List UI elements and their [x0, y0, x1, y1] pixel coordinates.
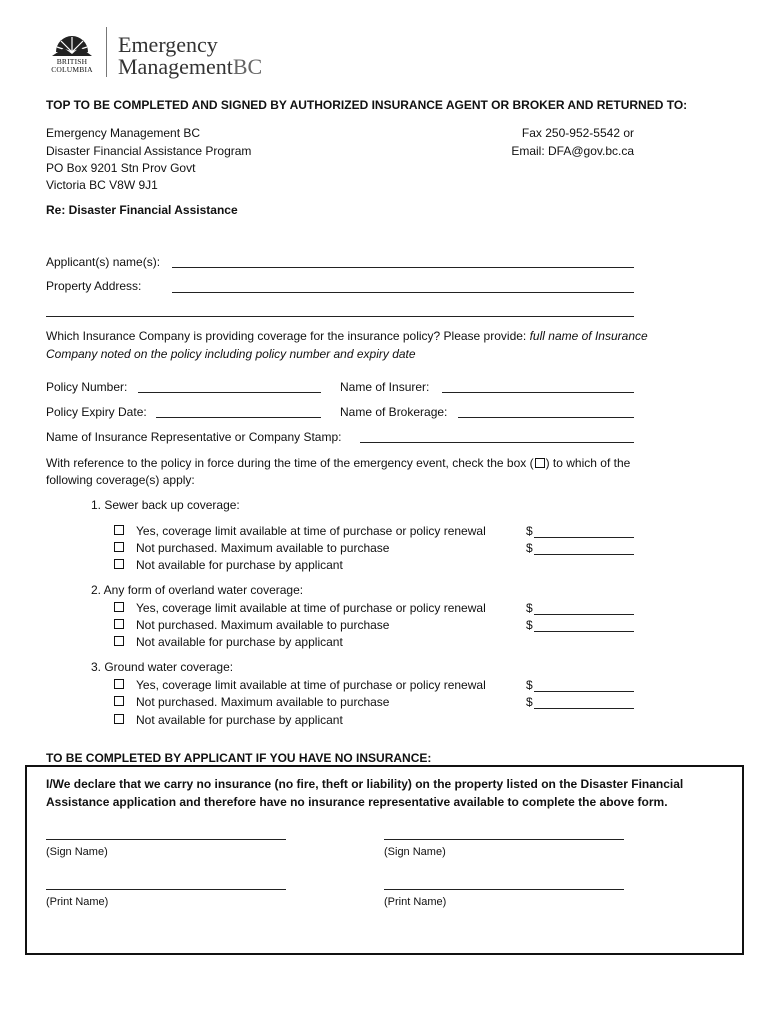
contact-email: Email: DFA@gov.bc.ca: [511, 144, 634, 158]
applicant-section-heading: TO BE COMPLETED BY APPLICANT IF YOU HAVE NO INSURANCE:: [46, 751, 432, 765]
coverage-1-yes-label: Yes, coverage limit available at time of purchase or policy renewal: [136, 524, 486, 538]
policy-number-label: Policy Number:: [46, 380, 128, 394]
coverage-3-not-purchased-amount-field[interactable]: [534, 708, 634, 709]
reference-text-after: ) to which of the: [545, 456, 631, 470]
coverage-3-yes-checkbox[interactable]: [114, 679, 124, 689]
dollar-sign: $: [526, 695, 533, 709]
print-name-field-right[interactable]: [384, 889, 624, 890]
coverage-1-not-available-checkbox[interactable]: [114, 559, 124, 569]
sign-name-field-right[interactable]: [384, 839, 624, 840]
province-line-1: BRITISH: [56, 57, 88, 66]
logo-title-line-2: [118, 54, 262, 80]
coverage-1-yes-amount-field[interactable]: [534, 537, 634, 538]
coverage-3-title: 3. Ground water coverage:: [91, 660, 234, 674]
dollar-sign: $: [526, 601, 533, 615]
insurance-question-line-2: Company noted on the policy including policy number and expiry date: [46, 347, 416, 361]
declaration-box: [25, 765, 744, 955]
address-line-4: Victoria BC V8W 9J1: [46, 178, 158, 192]
logo-title-management: Management: [118, 54, 233, 79]
insurer-name-label: Name of Insurer:: [340, 380, 430, 394]
instructions-heading: TOP TO BE COMPLETED AND SIGNED BY AUTHORIZED INSURANCE AGENT OR BROKER AND RETURNED TO:: [46, 98, 688, 112]
insurance-question-line-1: [46, 329, 648, 343]
sign-name-label-right: (Sign Name): [384, 846, 446, 858]
coverage-2-not-available-label: Not available for purchase by applicant: [136, 635, 343, 649]
property-address-field-line-2[interactable]: [46, 316, 634, 317]
coverage-1-yes-checkbox[interactable]: [114, 525, 124, 535]
brokerage-name-label: Name of Brokerage:: [340, 405, 448, 419]
coverage-3-not-purchased-label: Not purchased. Maximum available to purchase: [136, 695, 390, 709]
coverage-1-not-purchased-label: Not purchased. Maximum available to purchase: [136, 541, 390, 555]
insurer-name-field[interactable]: [442, 392, 634, 393]
fax-number: Fax 250-952-5542 or: [521, 126, 634, 140]
policy-expiry-field[interactable]: [156, 417, 321, 418]
policy-expiry-label: Policy Expiry Date:: [46, 405, 147, 419]
logo-title-line-1: Emergency: [118, 32, 218, 57]
logo-title-bc: BC: [232, 54, 263, 79]
insurance-question-italic-1: full name of Insurance: [529, 329, 648, 343]
coverage-2-yes-checkbox[interactable]: [114, 602, 124, 612]
print-name-field-left[interactable]: [46, 889, 286, 890]
coverage-2-not-purchased-checkbox[interactable]: [114, 619, 124, 629]
declaration-line-1: I/We declare that we carry no insurance (no fire, theft or liability) on the property listed on the Disaster Financial: [46, 777, 684, 791]
sign-name-field-left[interactable]: [46, 839, 286, 840]
brokerage-name-field[interactable]: [458, 417, 634, 418]
property-address-field[interactable]: [172, 292, 634, 293]
coverage-2-title: 2. Any form of overland water coverage:: [91, 583, 304, 597]
coverage-1-not-available-label: Not available for purchase by applicant: [136, 558, 343, 572]
province-line-2: COLUMBIA: [51, 65, 93, 74]
sign-name-label-left: (Sign Name): [46, 846, 108, 858]
coverage-2-yes-label: Yes, coverage limit available at time of purchase or policy renewal: [136, 601, 486, 615]
coverage-3-not-available-checkbox[interactable]: [114, 714, 124, 724]
coverage-1-title: 1. Sewer back up coverage:: [91, 498, 240, 512]
print-name-label-left: (Print Name): [46, 896, 109, 908]
dollar-sign: $: [526, 541, 533, 555]
reference-line-2: following coverage(s) apply:: [46, 473, 195, 487]
coverage-3-not-available-label: Not available for purchase by applicant: [136, 713, 343, 727]
coverage-3-not-purchased-checkbox[interactable]: [114, 696, 124, 706]
dollar-sign: $: [526, 618, 533, 632]
insurance-question-text: Which Insurance Company is providing coverage for the insurance policy? Please provide:: [46, 329, 530, 343]
property-address-label: Property Address:: [46, 279, 142, 293]
reference-line-1: [46, 456, 630, 470]
policy-number-field[interactable]: [138, 392, 321, 393]
applicant-name-field[interactable]: [172, 267, 634, 268]
dollar-sign: $: [526, 524, 533, 538]
coverage-3-yes-amount-field[interactable]: [534, 691, 634, 692]
representative-field[interactable]: [360, 442, 634, 443]
coverage-2-not-purchased-label: Not purchased. Maximum available to purchase: [136, 618, 390, 632]
coverage-3-yes-label: Yes, coverage limit available at time of purchase or policy renewal: [136, 678, 486, 692]
print-name-label-right: (Print Name): [384, 896, 447, 908]
coverage-1-not-purchased-amount-field[interactable]: [534, 554, 634, 555]
declaration-line-2: Assistance application and therefore have no insurance representative available to complete the above form.: [46, 795, 668, 809]
reference-text-before: With reference to the policy in force during the time of the emergency event, check the box (: [46, 456, 534, 470]
address-line-2: Disaster Financial Assistance Program: [46, 144, 252, 158]
address-line-1: Emergency Management BC: [46, 126, 201, 140]
representative-label: Name of Insurance Representative or Company Stamp:: [46, 430, 342, 444]
checkbox-example-icon: [535, 458, 545, 468]
re-line: Re: Disaster Financial Assistance: [46, 203, 238, 217]
coverage-2-not-purchased-amount-field[interactable]: [534, 631, 634, 632]
address-line-3: PO Box 9201 Stn Prov Govt: [46, 161, 196, 175]
dollar-sign: $: [526, 678, 533, 692]
coverage-2-yes-amount-field[interactable]: [534, 614, 634, 615]
province-wordmark: [46, 58, 98, 74]
logo-divider: [106, 27, 107, 77]
applicant-name-label: Applicant(s) name(s):: [46, 255, 161, 269]
coverage-1-not-purchased-checkbox[interactable]: [114, 542, 124, 552]
coverage-2-not-available-checkbox[interactable]: [114, 636, 124, 646]
